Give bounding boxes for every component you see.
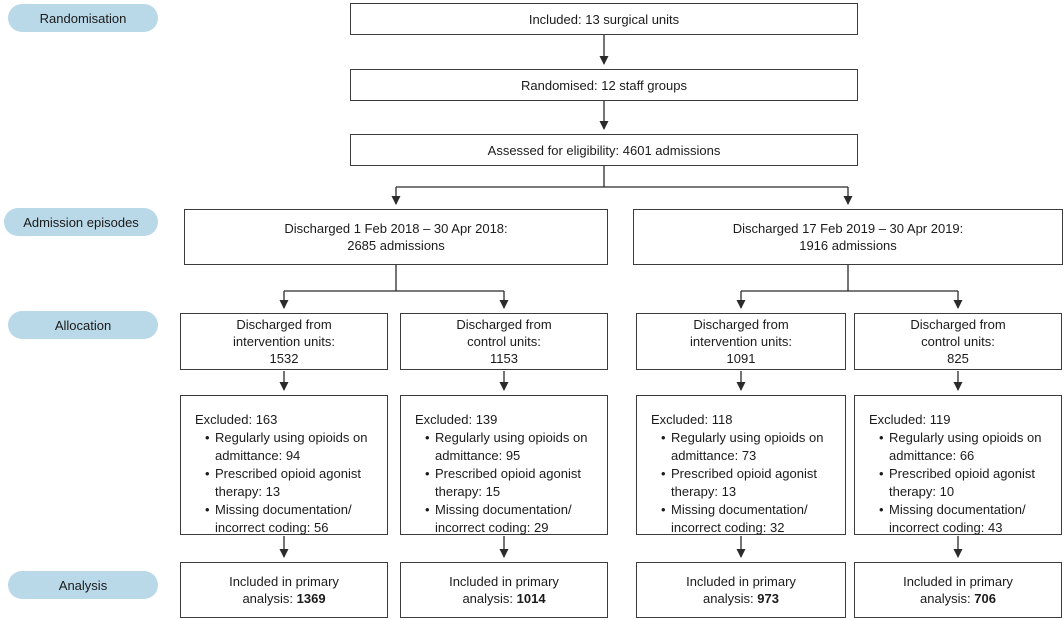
stage-pill-allocation <box>8 311 158 339</box>
allocation-line: Discharged from <box>236 317 332 332</box>
analysis-line: Included in primary <box>903 574 1013 589</box>
excluded-reason: • Regularly using opioids on admittance: 66 <box>889 429 1056 465</box>
flow-box-analysis-intervention-2018 <box>180 562 388 618</box>
flow-box-excluded-control-2019 <box>854 395 1062 535</box>
flow-box-excluded-intervention-2019 <box>636 395 846 535</box>
cohort-label: Discharged 17 Feb 2019 – 30 Apr 2019: <box>732 221 964 236</box>
stage-label: Admission episodes <box>23 214 139 230</box>
excluded-reason: • Prescribed opioid agonist therapy: 10 <box>889 465 1056 501</box>
analysis-line: Included in primary <box>229 574 339 589</box>
excluded-reason-list <box>869 429 1056 537</box>
allocation-line: Discharged from <box>456 317 552 332</box>
excluded-reason: • Prescribed opioid agonist therapy: 13 <box>671 465 840 501</box>
flow-box-cohort-2019 <box>633 209 1063 265</box>
analysis-line <box>920 590 996 607</box>
allocation-line: intervention units: <box>690 334 792 349</box>
allocation-line: control units: <box>467 334 541 349</box>
excluded-reason-list <box>195 429 382 537</box>
stage-pill-admission-episodes <box>4 208 158 236</box>
flow-box-cohort-2018 <box>184 209 608 265</box>
analysis-count: 973 <box>757 591 779 606</box>
analysis-prefix: analysis: <box>920 591 975 606</box>
flow-box-randomised <box>350 69 858 101</box>
excluded-reason-list <box>415 429 602 537</box>
flow-box-analysis-control-2018 <box>400 562 608 618</box>
flow-box-allocation-control-2018 <box>400 313 608 370</box>
flow-box-allocation-control-2019 <box>854 313 1062 370</box>
excluded-reason: • Prescribed opioid agonist therapy: 13 <box>215 465 382 501</box>
excluded-title: Excluded: 119 <box>869 412 951 427</box>
excluded-reason: • Missing documentation/ incorrect coding: 43 <box>889 501 1056 537</box>
analysis-line: Included in primary <box>686 574 796 589</box>
flow-box-excluded-intervention-2018 <box>180 395 388 535</box>
flow-box-allocation-intervention-2018 <box>180 313 388 370</box>
stage-pill-randomisation <box>8 4 158 32</box>
analysis-count: 706 <box>974 591 996 606</box>
excluded-reason: • Regularly using opioids on admittance: 73 <box>671 429 840 465</box>
excluded-reason: • Regularly using opioids on admittance: 94 <box>215 429 382 465</box>
allocation-count: 1153 <box>490 351 518 366</box>
flow-box-text: Randomised: 12 staff groups <box>521 77 687 93</box>
analysis-line <box>242 590 325 607</box>
excluded-title: Excluded: 139 <box>415 412 498 427</box>
cohort-value: 1916 admissions <box>799 238 897 253</box>
excluded-reason-list <box>651 429 840 537</box>
analysis-line <box>462 590 545 607</box>
excluded-reason: • Missing documentation/ incorrect coding: 29 <box>435 501 602 537</box>
analysis-count: 1014 <box>516 591 546 606</box>
flow-box-text: Included: 13 surgical units <box>528 11 680 27</box>
allocation-count: 1091 <box>726 351 756 366</box>
allocation-count: 825 <box>947 351 969 366</box>
flow-box-analysis-control-2019 <box>854 562 1062 618</box>
allocation-line: intervention units: <box>233 334 335 349</box>
allocation-line: Discharged from <box>693 317 789 332</box>
analysis-prefix: analysis: <box>703 591 758 606</box>
analysis-prefix: analysis: <box>242 591 297 606</box>
allocation-count: 1532 <box>269 351 299 366</box>
excluded-reason: • Regularly using opioids on admittance: 95 <box>435 429 602 465</box>
allocation-line: control units: <box>921 334 995 349</box>
excluded-reason: • Prescribed opioid agonist therapy: 15 <box>435 465 602 501</box>
analysis-prefix: analysis: <box>462 591 517 606</box>
flow-box-assessed-eligibility <box>350 134 858 166</box>
flow-box-excluded-control-2018 <box>400 395 608 535</box>
stage-label: Randomisation <box>39 10 127 26</box>
stage-pill-analysis <box>8 571 158 599</box>
cohort-label: Discharged 1 Feb 2018 – 30 Apr 2018: <box>284 221 508 236</box>
analysis-line: Included in primary <box>449 574 559 589</box>
analysis-line <box>703 590 779 607</box>
analysis-count: 1369 <box>296 591 326 606</box>
excluded-title: Excluded: 118 <box>651 412 733 427</box>
excluded-title: Excluded: 163 <box>195 412 278 427</box>
excluded-reason: • Missing documentation/ incorrect coding: 32 <box>671 501 840 537</box>
flow-box-allocation-intervention-2019 <box>636 313 846 370</box>
cohort-value: 2685 admissions <box>347 238 445 253</box>
stage-label: Allocation <box>54 317 112 333</box>
flow-box-text: Assessed for eligibility: 4601 admissions <box>487 142 721 158</box>
stage-label: Analysis <box>58 577 108 593</box>
allocation-line: Discharged from <box>910 317 1006 332</box>
flow-box-analysis-intervention-2019 <box>636 562 846 618</box>
flow-box-included <box>350 3 858 35</box>
excluded-reason: • Missing documentation/ incorrect coding: 56 <box>215 501 382 537</box>
